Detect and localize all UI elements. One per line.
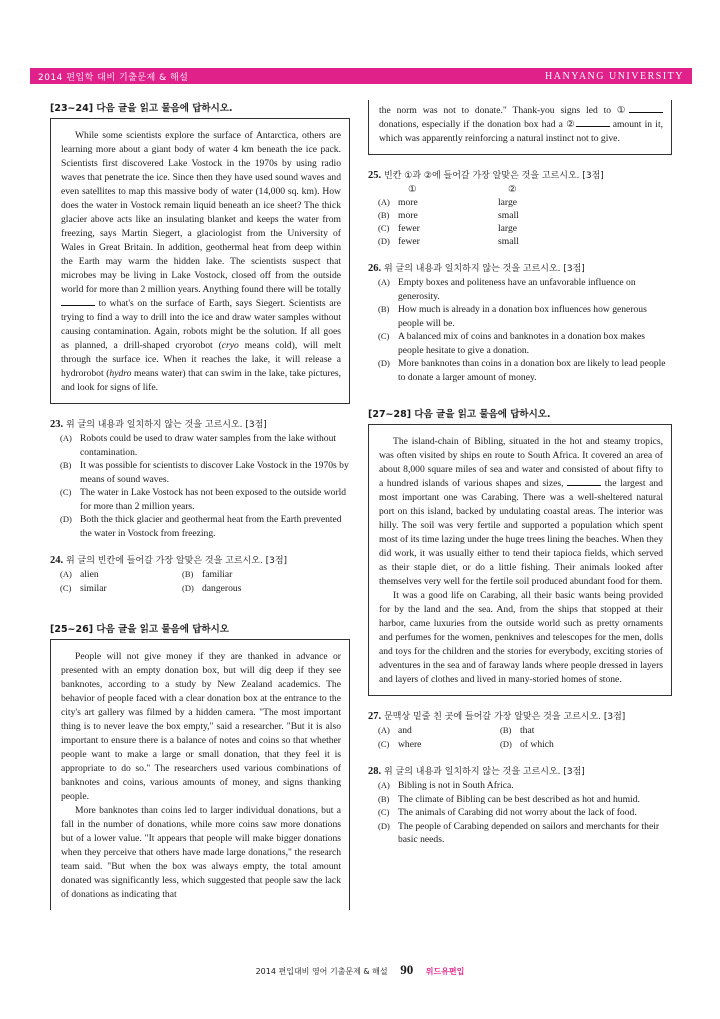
option-text: A balanced mix of coins and banknotes in a donation box makes people hesitate to give a donation. [398,331,645,356]
passage-continuation [379,104,663,146]
option-a[interactable] [60,568,182,582]
option-a[interactable] [378,724,500,738]
option-a[interactable] [50,432,350,459]
option-text: Empty boxes and politeness have an unfavorable influence on generosity. [398,277,636,302]
footer-title: 2014 편입대비 영어 기출문제 & 해설 [255,967,388,976]
option-marker: (B) [378,793,390,804]
column-header: ① [408,184,417,195]
option-text: The people of Carabing depended on sailors and merchants for their basic needs. [398,820,660,845]
option-text: It was possible for scientists to discover Lake Vostock in the 1970s by means of sound waves. [80,460,349,485]
option-marker: (D) [500,738,512,749]
passage-text: means cold), will melt through the surface ice. When it reaches the lake, it will release a hydrorobot ( [61,340,341,379]
option-a[interactable] [378,196,672,209]
option-text: fewer [398,223,420,234]
option-text: alien [80,569,99,580]
option-text: How much is already in a donation box influences how generous people will be. [398,304,647,329]
option-c[interactable] [368,806,672,820]
option-text: familiar [202,569,233,580]
option-text: Robots could be used to draw water samples from the lake without contamination. [80,433,337,458]
question-stem [368,262,672,276]
passage-text: the norm was not to donate." Thank-you signs led to ① [379,105,629,116]
question-text: 위 글의 빈칸에 들어갈 가장 알맞은 것을 고르시오. [3점] [66,556,288,566]
question-text: 위 글의 내용과 일치하지 않는 것을 고르시오. [3점] [384,264,585,274]
passage-25-26 [50,639,350,910]
table-header [378,183,672,196]
option-marker: (A) [378,277,390,287]
passage-paragraph: More banknotes than coins led to larger individual donations, but a fall in the number of donations, while more coins saw more donations but of a lower value. "It appears that people will make bigger donations when they perceive that others have made large donations," the research team said. "But when the box was always empty, the total amount donated was significantly less, which suggested that people saw the lack of donations as indicating that [61,805,341,900]
option-c[interactable] [368,330,672,357]
option-marker: (A) [378,725,390,735]
question-text: 위 글의 내용과 일치하지 않는 것을 고르시오. [3점] [384,767,585,777]
passage-text: to what's on the surface of Earth, says Siegert. Scientists are trying to find a way to drill into the ice and draw water samples without causing contamination. Again, robots might be the solution. If all goes as planned, a drill-shaped cryorobot ( [61,298,341,351]
options-grid [368,724,672,751]
passage-text: means water) that can swim in the lake, take pictures, and look for signs of life. [61,368,341,393]
option-marker: (B) [182,569,194,579]
options-grid [50,568,350,595]
option-d[interactable] [378,235,672,248]
option-marker: (D) [378,820,390,831]
option-marker: (A) [60,433,72,443]
right-column [368,100,672,847]
option-marker: (B) [378,210,390,220]
option-text: Bibling is not in South Africa. [398,780,514,791]
option-text: Both the thick glacier and geothermal heat from the Earth prevented the water in Vostock from freezing. [80,514,342,539]
option-text: The climate of Bibling can be best described as hot and humid. [398,793,640,805]
passage-paragraph: People will not give money if they are thanked in advance or presented with an empty donation box, but will dig deep if they see banknotes, according to a study by New Zealand academics. The behavior of people faced with a clear donation box at the entrance to the city's art gallery was filmed by a hidden camera. "The most important thing is to never leave the box empty," said a researcher. "But it is also important to ensure there is a balance of notes and coins so that whether people want to make a large or small donation, that they feel it is appropriate to do so." The researchers used various combinations of banknotes and coins, various amounts of money, and signs thanking people. [61,651,341,802]
blank-1 [629,104,663,113]
question-stem [50,554,350,568]
passage-paragraph [61,129,341,395]
option-c[interactable] [60,582,182,596]
passage-25-26-continued [368,100,672,155]
option-marker: (C) [378,223,390,233]
question-26 [368,262,672,384]
blank-2 [576,118,610,127]
option-marker: (D) [378,358,390,368]
option-b[interactable] [368,303,672,330]
option-b[interactable] [368,793,672,807]
question-number: 27. [368,711,382,722]
option-marker: (C) [378,331,390,341]
passage-text: The island-chain of Bibling, situated in the hot and steamy tropics, was often visited by ships en route to South Africa. It covered an area of about 8,000 square miles of sea and water and consisted of about fifty to a hundred islands of various shapes and sizes, [379,436,663,489]
option-marker: (C) [378,807,390,817]
option-marker: (B) [60,460,72,470]
option-marker: (C) [378,738,390,749]
option-d[interactable] [500,738,620,752]
option-marker: (C) [60,582,72,593]
question-number: 25. [368,170,382,181]
passage-text: amount in it, which was apparently reinforcing a natural instinct not to give. [379,119,664,144]
option-text: The animals of Carabing did not worry about the lack of food. [398,807,637,818]
question-number: 24. [50,555,64,566]
option-text: more [398,197,418,208]
option-d[interactable] [368,357,672,384]
option-text: fewer [398,236,420,247]
question-stem [368,765,672,779]
option-marker: (D) [182,582,194,593]
question-number: 28. [368,766,382,777]
options-table [368,183,672,248]
passage-paragraph [379,435,663,589]
option-marker: (D) [378,236,390,246]
section-heading-23-24: [23~24] 다음 글을 읽고 물음에 답하시오. [50,103,233,114]
option-marker: (B) [500,725,512,735]
left-column [50,100,350,910]
passage-paragraph: It was a good life on Carabing, all their basic wants being provided for by the land and the sea. And, from the ships that stopped at their harbor, came luxuries from the outside world such as pretty ornaments and perfumes for the women, penknives and telescopes for the men, dolls and toys for the children and the stories for everybody, exciting stories of adventures in the sea and of faraway lands where people dressed in layers and layers of clothes and lived in many-storied homes of stone. [379,590,663,685]
column-header: ② [508,184,517,195]
section-heading-25-26: [25~26] 다음 글을 읽고 물음에 답하시오 [50,624,229,635]
underlined-blank [567,477,601,486]
footer-brand: 위드유편입 [425,967,465,976]
question-text: 위 글의 내용과 일치하지 않는 것을 고르시오. [3점] [66,420,267,430]
option-marker: (A) [378,197,390,207]
question-text: 빈칸 ①과 ②에 들어갈 가장 알맞은 것을 고르시오. [3점] [384,171,604,181]
section-heading-27-28: [27~28] 다음 글을 읽고 물음에 답하시오. [368,409,551,420]
option-text: and [398,725,412,736]
page-number: 90 [400,962,414,977]
question-stem [368,169,672,183]
option-b[interactable] [50,459,350,486]
option-text: that [520,725,535,736]
question-28 [368,765,672,847]
option-text: large [498,197,518,208]
option-a[interactable] [368,276,672,303]
italic-term: cryo [221,340,239,351]
option-text: similar [80,582,107,594]
question-stem [368,710,672,724]
passage-text: donations, especially if the donation box had a ② [379,119,576,130]
option-marker: (D) [60,514,72,524]
option-c[interactable] [378,738,500,752]
header-bar [30,68,692,84]
option-b[interactable] [500,724,620,738]
option-d[interactable] [50,513,350,540]
option-text: small [498,236,519,247]
answer-blank [61,297,95,306]
option-a[interactable] [368,779,672,793]
italic-term: hydro [109,368,132,379]
question-text: 문맥상 밑줄 친 곳에 들어갈 가장 알맞은 것을 고르시오. [3점] [384,712,626,722]
option-marker: (A) [60,569,72,579]
page-footer [0,962,720,978]
question-23 [50,418,350,540]
option-b[interactable] [378,209,672,222]
option-c[interactable] [378,222,672,235]
option-text: The water in Lake Vostock has not been exposed to the outside world for more than 2 million years. [80,487,347,512]
option-text: dangerous [202,582,242,594]
option-d[interactable] [182,582,302,596]
option-marker: (C) [60,487,72,497]
option-text: small [498,210,519,221]
option-marker: (A) [378,780,390,790]
question-24 [50,554,350,595]
option-text: of which [520,738,554,750]
question-25 [368,169,672,248]
option-d[interactable] [368,820,672,847]
passage-27-28 [368,424,672,696]
passage-text: While some scientists explore the surface of Antarctica, others are learning more about a giant body of water 4 km beneath the ice pack. Scientists first discovered Lake Vostock in the 1970s by using radio waves that penetrate the ice. Since then they have used sound waves and even satellites to map this massive body of water (14,000 sq. km). How does the water in Vostock remain liquid beneath an ice sheet? The thick glacier above acts like an insulating blanket and keeps the water from freezing, says Martin Siegert, a glaciologist from the University of Wales in Great Britain. In addition, geothermal heat from deep within the Earth may warm the hidden lake. The scientists suspect that microbes may be living in Lake Vostock, closed off from the outside world for more than 2 million years. Anything found there will be totally [61,130,341,295]
option-text: More banknotes than coins in a donation box are likely to lead people to donate a larger amount of money. [398,358,666,383]
option-text: more [398,210,418,221]
option-b[interactable] [182,568,302,582]
passage-23-24 [50,118,350,404]
header-title: 2014 편입학 대비 기출문제 & 해설 [38,72,189,83]
option-marker: (B) [378,304,390,314]
header-university: HANYANG UNIVERSITY [545,70,684,82]
passage-text: the largest and most important one was Carabing. There was a well-sheltered natural port on this island, backed by undulating coastal areas. The interior was hilly. The soil was very fertile and supported a population which spent most of its time lazing under the huge trees lining the beaches. When they did work, it was usually either to tend their tapioca fields, which served as their staple diet, or do a little fishing. Their animals looked after themselves very well for the fertile soil produced abundant food for them. [379,478,663,587]
question-27 [368,710,672,751]
option-text: where [398,738,422,750]
question-number: 23. [50,419,64,430]
option-text: large [498,223,518,234]
option-c[interactable] [50,486,350,513]
question-number: 26. [368,263,382,274]
question-stem [50,418,350,432]
